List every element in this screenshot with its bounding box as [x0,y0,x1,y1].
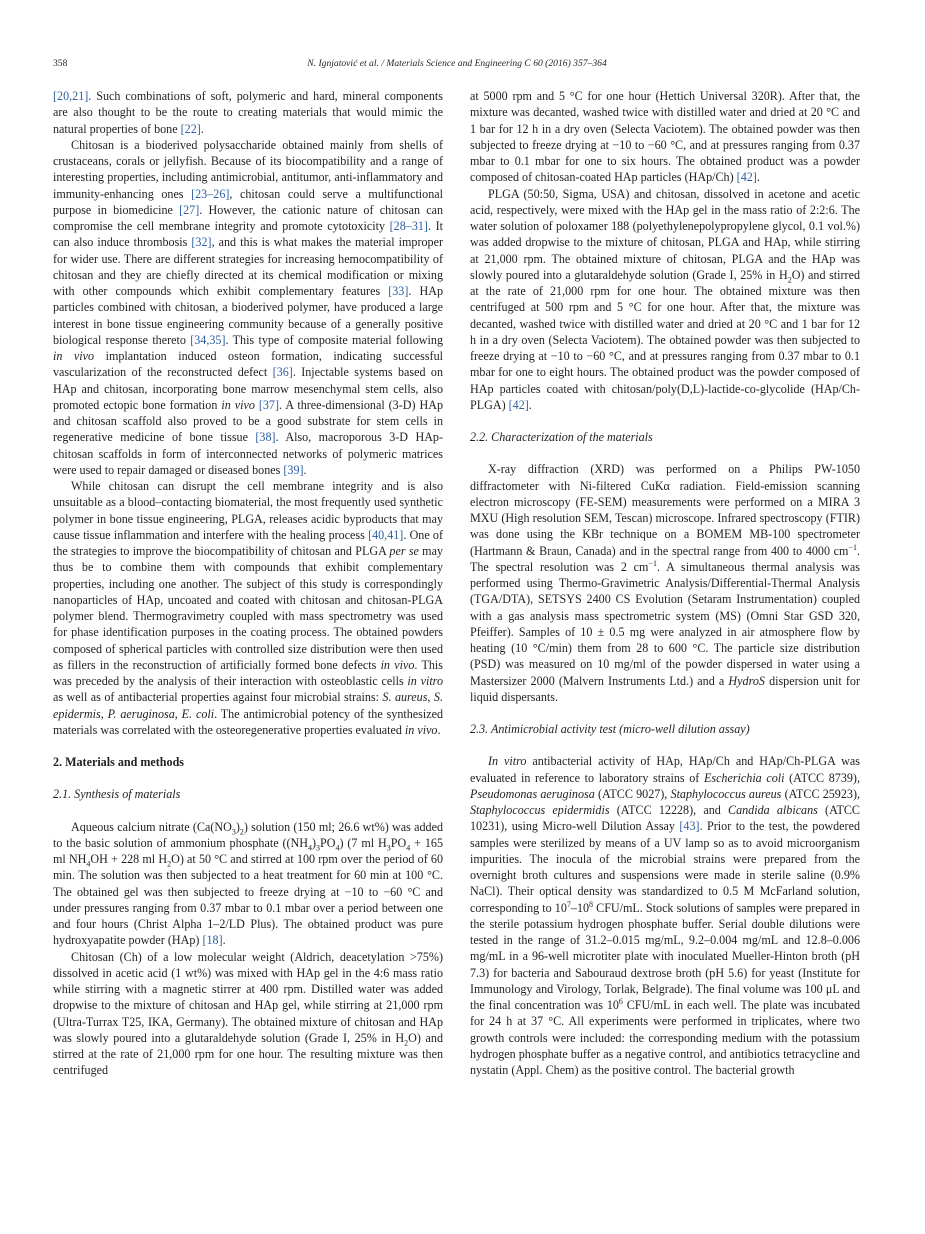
paragraph: Aqueous calcium nitrate $(Ca(NO_3)_2)$ solution (150 ml; 26.6 wt%) was added to the basic solution of ammonium phosphate $((NH_4)_3PO_4)$ (7 ml $H_3PO_4 + 165$ ml $NH_4OH + 228$ ml $H_2O$) at 50 °C and stirred at 100 rpm over the period of 60 min. The solution was then subjected to a heat treatment for 60 min at 100 °C. The obtained gel was then subjected to freeze drying at −10 to −60 °C and under pressures ranging from 0.37 mbar to 0.1 mbar over a period between one and four hours (Christ Alpha 1–2/LD Plus). The obtained product was pure hydroxyapatite powder (HAp) [18]. [53,819,443,948]
citation-link[interactable]: [42] [508,397,529,412]
paragraph: Chitosan (Ch) of a low molecular weight (Aldrich, deacetylation >75%) dissolved in acetic acid (1 wt%) was mixed with HAp gel in the 4:6 mass ratio while stirring with a magnetic stirrer at 400 rpm. Distilled water was added dropwise to the mixture of chitosan and HAp gel, while stirring at 21,000 rpm (Ultra-Turrax T25, IKA, Germany). The obtained mixture of chitosan and HAp was slowly poured into a glutaraldehyde solution (Grade I, 25% in $H_2O$) and stirred at the rate of 21,000 rpm for one hour. The resulting mixture was then centrifuged [53,949,443,1078]
citation-link[interactable]: [36] [272,365,293,380]
right-column [470,88,860,1078]
citation-link[interactable]: [32] [191,235,212,250]
paragraph: Chitosan is a bioderived polysaccharide obtained mainly from shells of crustaceans, corals or jellyfish. Because of its biocompatibility and a range of interesting properties, including antimicrobial, antitumor, anti-inflammatory and immunity-enhancing ones [23–26], chitosan could serve a multifunctional purpose in biomedicine [27]. However, the cationic nature of chitosan can compromise the cell membrane integrity and promote cytotoxicity [28–31]. It can also induce thrombosis [32], and this is what makes the material improper for wider use. There are different strategies for increasing hemocompatibility of chitosan and they are chiefly directed at its chemical modification or mixing with other compounds which exhibit complementary features [33]. HAp particles combined with chitosan, a bioderived polymer, have produced a large interest in bone tissue engineering community because of a generally positive biological response thereto [34,35]. This type of composite material following in vivo implantation induced osteon formation, indicating successful vascularization of the reconstructed defect [36]. Injectable systems based on HAp and chitosan, incorporating bone marrow mesenchymal stem cells, also promoted ectopic bone formation in vivo [37]. A three-dimensional (3-D) HAp and chitosan scaffold also proved to be a good substrate for stem cells in regenerative medicine of bone tissue [38]. Also, macroporous 3-D HAp-chitosan scaffolds in form of interconnected networks of polymeric matrices were used to repair damaged or diseased bones [39]. [53,137,444,477]
paragraph: X-ray diffraction (XRD) was performed on a Philips PW-1050 diffractometer with Ni-filtered CuKα radiation. Field-emission scanning electron microscopy (FE-SEM) measurements were performed on a MIRA 3 MXU (High resolution SEM, Tescan) microscope. Infrared spectroscopy (FTIR) was done using the KBr technique on a BOMEM MB-100 spectrometer (Hartmann & Braun, Canada) and in the spectral range from 400 to 4000 $cm^{-1}$. The spectral resolution was 2 $cm^{-1}$. A simultaneous thermal analysis was performed using Thermo-Gravimetric Analysis/Differential-Thermal Analysis (TGA/DTA), SETSYS 2400 CS Evolution (Setaram Instrumentation) coupled with a gas analysis mass spectrometric system (MS) (Omni Star GSD 320, Pfeiffer). Samples of 10 ± 0.5 mg were analyzed in air atmosphere flow by heating (10 °C/min) them from 28 to 600 °C. The particle size distribution (PSD) was measured on 10 mg/ml of the powder dispersed in water using a Mastersizer 2000 (Malvern Instruments Ltd.) and a HydroS dispersion unit for liquid dispersants. [470,462,860,704]
paragraph: at 5000 rpm and 5 °C for one hour (Hettich Universal 320R). After that, the mixture was decanted, washed twice with distilled water and dried at 20 °C and 1 bar for 12 h in a dry oven (Selecta Vaciotem). The obtained powder was then subjected to freeze drying at −10 to −60 °C, and at pressures ranging from 0.37 mbar to 0.1 mbar for one to six hours. The obtained product was a powder composed of chitosan-coated HAp particles (HAp/Ch) [42]. [470,89,860,185]
section-heading: 2. Materials and methods [53,755,185,769]
citation-link[interactable]: [34,35] [190,332,226,347]
paragraph: PLGA (50:50, Sigma, USA) and chitosan, dissolved in acetone and acetic acid, respectively, were mixed with the HAp gel in the mass ratio of 2:2:6. The water solution of poloxamer 188 (polyethylenepolypropylene glycol, 0.1 vol.%) was added dropwise to the mixture of chitosan, PLGA and HAp, while stirring at 21,000 rpm. The obtained mixture of chitosan, PLGA and the HAp was slowly poured into a glutaraldehyde solution (Grade I, 25% in $H_2O$) and stirred at the rate of 21,000 rpm for one hour. The obtained mixture was then centrifuged at 500 rpm and 5 °C for one hour. After that, the mixture was decanted, washed twice with distilled water and dried at 20 °C and 1 bar for 12 h in a dry oven (Selecta Vaciotem). The obtained powder was then subjected to freeze drying at −10 to −60 °C, and at pressures ranging from 0.37 mbar to 0.1 mbar for one to eight hours. The obtained product was the powder composed of HAp particles coated with chitosan/poly(D,L)-lactide-co-glycolide (HAp/Ch-PLGA) [42]. [470,186,860,412]
running-header [53,57,861,71]
subsection-heading: 2.3. Antimicrobial activity test (micro-well dilution assay) [470,722,750,736]
citation-link[interactable]: [40,41] [368,527,404,542]
paragraph: In vitro antibacterial activity of HAp, HAp/Ch and HAp/Ch-PLGA was evaluated in reference to laboratory strains of Escherichia coli (ATCC 8739), Pseudomonas aeruginosa (ATCC 9027), Staphylococcus aureus (ATCC 25923), Staphylococcus epidermidis (ATCC 12228), and Candida albicans (ATCC 10231), using Micro-well Dilution Assay [43]. Prior to the test, the powdered samples were sterilized by means of a UV lamp so as to avoid microorganism impurities. The inocula of the microbial strains were prepared from the overnight broth cultures and suspensions were made in sterile saline (0.9% NaCl). Their optical density was standardized to 0.5 M McFarland solution, corresponding to $10^7-10^8$ CFU/mL. Stock solutions of samples were prepared in the sterile potassium hydrogen phosphate buffer. Serial double dilutions were tested in the range of 31.2–0.015 mg/mL, 9.2–0.004 mg/mL and 12.8–0.006 mg/mL in a 96-well microtiter plate with inoculated Mueller-Hinton broth (pH 7.3) for bacteria and Sabouraud dextrose broth (pH 5.6) for yeast (Institute for Immunology and Virology, Torlak, Belgrade). The final volume was 100 μL and the final concentration was $10^6$ CFU/mL in each well. The plate was incubated for 24 h at 37 °C. All experiments were performed in triplicates, where two growth controls were included: the corresponding medium with the potassium hydrogen phosphate buffer as a negative control, and antibiotics tetracycline and nystatin (Appl. Chem) as the positive control. The bacterial growth [470,754,861,1077]
citation-link[interactable]: [23–26] [191,186,230,201]
subsection-heading: 2.2. Characterization of the materials [470,430,653,444]
citation-link[interactable]: [33] [388,284,409,298]
citation-link[interactable]: [28–31] [389,219,428,233]
citation-link[interactable]: [38] [255,430,276,445]
citation-link[interactable]: [43] [679,819,700,834]
citation-link[interactable]: [27] [179,202,200,217]
citation-link[interactable]: [37] [258,397,279,412]
left-column [53,88,443,1079]
citation-link[interactable]: [22] [180,121,201,136]
paragraph: While chitosan can disrupt the cell membrane integrity and is also unsuitable as a blood–contacting biomaterial, the most frequently used synthetic polymer in bone tissue engineering, PLGA, releases acidic byproducts that may cause tissue inflammation and interfere with the healing process [40,41]. One of the strategies to improve the biocompatibility of chitosan and PLGA per se may thus be to combine them with compounds that exhibit complementary properties, including one another. The subject of this study is correspondingly nanoparticles of HAp, uncoated and coated with chitosan and chitosan-PLGA polymer blend. Thermogravimetry coupled with mass spectrometry was used for phase identification purposes in the coating process. The obtained powders composed of spherical particles with controlled size distribution were then used as fillers in the reconstruction of artificially formed bone defects in vivo. This was preceded by the analysis of their interaction with osteoblastic cells in vitro as well as of antibacterial properties against four microbial strains: S. aureus, S. epidermis, P. aeruginosa, E. coli. The antimicrobial potency of the synthesized materials was correlated with the osteoregenerative properties evaluated in vivo. [53,479,444,737]
page-number: 358 [53,58,68,69]
citation-link[interactable]: [20,21] [53,89,89,103]
citation-link[interactable]: [42] [736,170,757,185]
citation-link[interactable]: [39] [283,462,304,477]
citation-link[interactable]: [18] [202,933,223,948]
journal-citation: N. Ignjatović et al. / Materials Science and Engineering C 60 (2016) 357–364 [307,58,607,69]
paragraph: [20,21]. Such combinations of soft, polymeric and hard, mineral components are also thought to be the route to creating materials that would mimic the natural properties of bone [22]. [53,89,443,136]
subsection-heading: 2.1. Synthesis of materials [53,787,181,802]
